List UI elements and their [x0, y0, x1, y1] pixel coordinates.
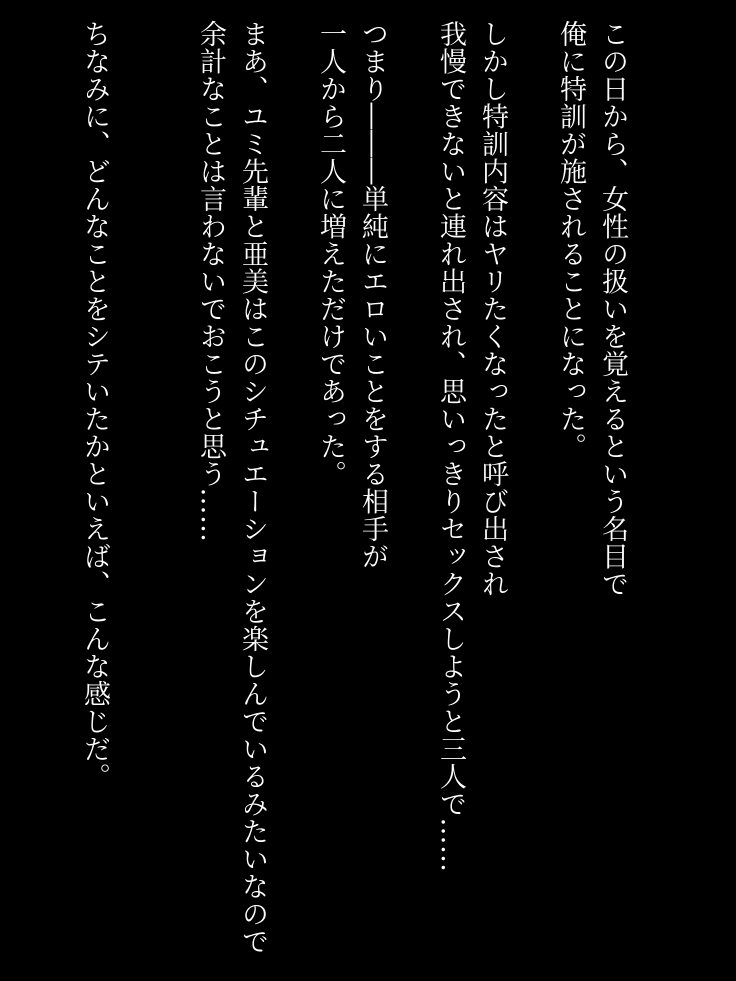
paragraph-1 [549, 20, 633, 981]
text-line: 我慢できないと連れ出され、思いっきりセックスしようと三人で…… [435, 20, 466, 873]
text-line: 一人から二人に増えただけであった。 [315, 20, 346, 488]
text-line: つまり―――単純にエロいことをする相手が [357, 20, 388, 570]
text-line: ちなみに、どんなことをシテいたかといえば、こんな感じだ。 [79, 20, 110, 790]
text-line: 余計なことは言わないでおこうと思う…… [195, 20, 226, 543]
narration-text [73, 20, 633, 981]
text-line: この日から、女性の扱いを覚えるという名目で [597, 20, 628, 598]
text-line: しかし特訓内容はヤリたくなったと呼び出され [477, 20, 508, 598]
paragraph-3 [309, 20, 393, 981]
paragraph-2 [429, 20, 513, 981]
text-line: 俺に特訓が施されることになった。 [555, 20, 586, 460]
text-line: まあ、ユミ先輩と亜美はこのシチュエーションを楽しんでいるみたいなので [237, 20, 268, 955]
paragraph-4 [189, 20, 273, 981]
paragraph-5 [73, 20, 115, 981]
